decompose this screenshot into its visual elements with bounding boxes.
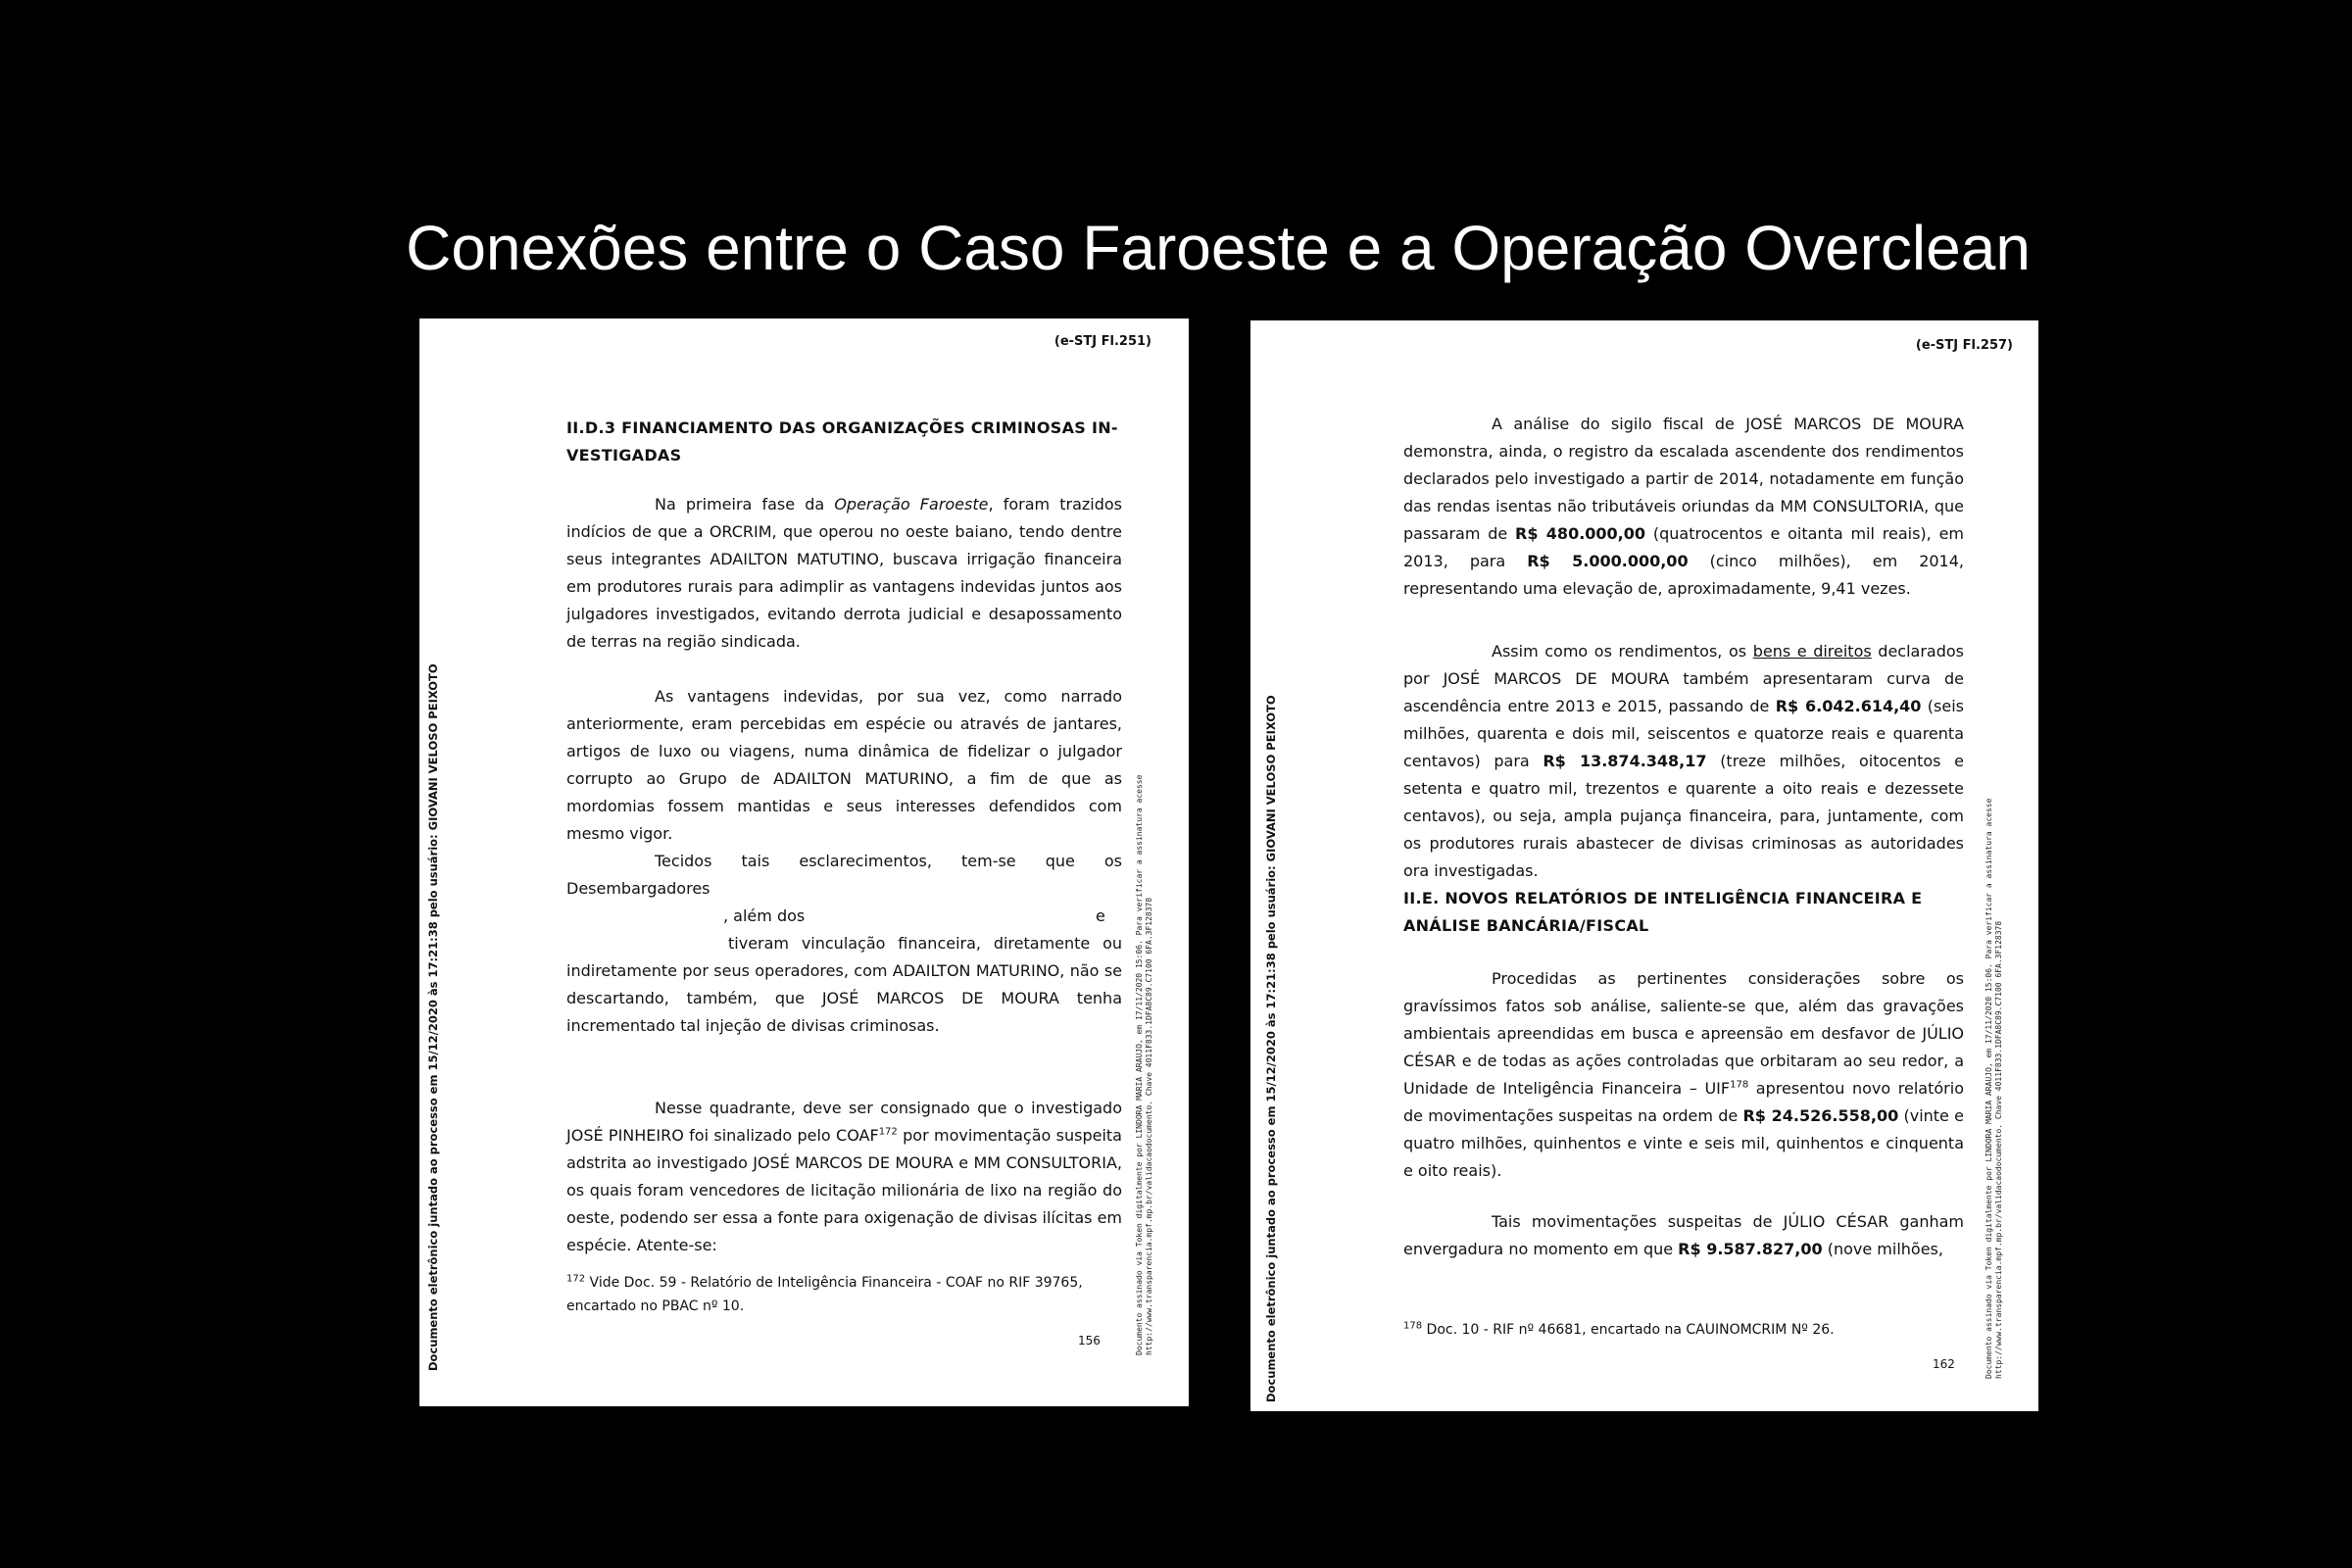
p4-pre: Nesse quadrante, deve ser consignado que o investigado JOSÉ PINHEIRO foi sinalizado pelo COAF <box>566 1099 1122 1145</box>
footnote-number: 172 <box>566 1273 586 1285</box>
signature-line-2: http://www.transparencia.mpf.mp.br/validacaodocumento. Chave 4011F833.1DFA8C89.C7100 6FA.3F128378 <box>1145 897 1153 1355</box>
p1-mid: (quatrocentos e oitanta mil reais), em 2013, para <box>1403 524 1965 570</box>
p2-amount-1: R$ 6.042.614,40 <box>1775 697 1922 715</box>
paragraph-4 <box>566 1095 1122 1259</box>
footnote <box>1403 1318 1964 1342</box>
p4-footnote-ref: 172 <box>878 1126 898 1138</box>
p3-line-d: tiveram vinculação financeira, diretamente ou indiretamente por seus operadores, com ADAILTON MATURINO, não se descartando, também, que JOSÉ MARCOS DE MOURA tenha incrementado tal injeção de divisas criminosas. <box>566 934 1122 1035</box>
p3-footnote-ref: 178 <box>1730 1079 1749 1091</box>
p3-amount: R$ 24.526.558,00 <box>1742 1106 1899 1125</box>
stj-page-label: (e-STJ Fl.257) <box>1915 338 2013 353</box>
document-page-left <box>419 318 1189 1406</box>
paragraph-2: As vantagens indevidas, por sua vez, como narrado anteriormente, eram percebidas em espécie ou através de jantares, artigos de luxo ou viagens, numa dinâmica de fidelizar o julgador corrupto ao Grupo de ADAILTON MATURINO, a fim de que as mordomias fossem mantidas e seus interesses defendidos com mesmo vigor. <box>566 687 1122 843</box>
p2-pre: Assim como os rendimentos, os <box>1492 642 1753 661</box>
paragraph-1 <box>566 491 1122 656</box>
p2-post: (treze milhões, oitocentos e setenta e quatro mil, trezentos e quarente a oito reais e dezessete centavos), ou seja, ampla pujança financeira, para, juntamente, com os produtores rurais abastecer de divisas criminosas as autoridades ora investigadas. <box>1403 752 1964 880</box>
p3-post: (vinte e quatro milhões, quinhentos e vinte e seis mil, quinhentos e cinquenta e oito reais). <box>1403 1106 1964 1180</box>
footnote-number: 178 <box>1403 1320 1423 1332</box>
p3-line-a: Tecidos tais esclarecimentos, tem-se que os Desembargadores <box>566 852 1122 898</box>
side-stamp-upload: Documento eletrônico juntado ao processo em 15/12/2020 às 17:21:38 pelo usuário: GIOVANI VELOSO PEIXOTO <box>1264 695 1278 1402</box>
footnote <box>566 1271 1122 1318</box>
side-stamp-signature <box>1984 799 2004 1379</box>
p1-amount-1: R$ 480.000,00 <box>1515 524 1646 543</box>
section-heading-line1: II.D.3 FINANCIAMENTO DAS ORGANIZAÇÕES CRIMINOSAS IN- <box>566 418 1118 437</box>
document-page-right <box>1250 320 2038 1411</box>
paragraph-1 <box>1403 411 1964 603</box>
stj-page-label: (e-STJ Fl.251) <box>1054 334 1152 349</box>
footnote-text: Vide Doc. 59 - Relatório de Inteligência Financeira - COAF no RIF 39765, encartado no PBAC nº 10. <box>566 1275 1083 1314</box>
side-stamp-signature <box>1135 775 1154 1355</box>
p4-post: por movimentação suspeita adstrita ao investigado JOSÉ MARCOS DE MOURA e MM CONSULTORIA, os quais foram vencedores de licitação milionária de lixo na região do oeste, podendo ser essa a fonte para oxigenação de divisas ilícitas em espécie. Atente-se: <box>566 1126 1123 1254</box>
p1-pre: A análise do sigilo fiscal de JOSÉ MARCOS DE MOURA demonstra, ainda, o registro da escalada ascendente dos rendimentos declarados pelo investigado a partir de 2014, notadamente em função das rendas isentas não tributáveis oriundas da MM CONSULTORIA, que passaram de <box>1403 415 1964 543</box>
section-heading <box>566 415 1122 469</box>
section-heading-line2: ANÁLISE BANCÁRIA/FISCAL <box>1403 916 1649 935</box>
p2-mid-2: (seis milhões, quarenta e dois mil, seiscentos e quatorze reais e quarenta centavos) para <box>1403 697 1964 770</box>
footnote-text: Doc. 10 - RIF nº 46681, encartado na CAUINOMCRIM Nº 26. <box>1422 1322 1835 1338</box>
p4-pre: Tais movimentações suspeitas de JÚLIO CÉSAR ganham envergadura no momento em que <box>1403 1212 1964 1258</box>
paragraph-2 <box>1403 638 1964 885</box>
p1-post: (cinco milhões), em 2014, representando uma elevação de, aproximadamente, 9,41 vezes. <box>1403 552 1965 598</box>
p1-amount-2: R$ 5.000.000,00 <box>1527 552 1689 570</box>
side-stamp-upload: Documento eletrônico juntado ao processo em 15/12/2020 às 17:21:38 pelo usuário: GIOVANI VELOSO PEIXOTO <box>426 663 440 1371</box>
p1-emphasis: Operação Faroeste <box>834 495 989 514</box>
p3-mid: apresentou novo relatório de movimentações suspeitas na ordem de <box>1403 1079 1964 1125</box>
section-heading-line1: II.E. NOVOS RELATÓRIOS DE INTELIGÊNCIA FINANCEIRA E <box>1403 889 1923 907</box>
page-number: 156 <box>1078 1334 1101 1348</box>
p4-amount: R$ 9.587.827,00 <box>1678 1240 1823 1258</box>
p2-mid-1: declarados por JOSÉ MARCOS DE MOURA também apresentaram curva de ascendência entre 2013 e 2015, passando de <box>1403 642 1965 715</box>
p2-amount-2: R$ 13.874.348,17 <box>1543 752 1707 770</box>
slide-title: Conexões entre o Caso Faroeste e a Operação Overclean <box>406 213 2031 283</box>
section-heading-line2: VESTIGADAS <box>566 446 682 465</box>
p3-line-b <box>566 903 1122 930</box>
paragraph-4 <box>1403 1208 1964 1263</box>
p3-fragment-b: , além dos <box>723 906 806 925</box>
p3-fragment-c: e <box>1096 906 1105 925</box>
p4-post: (nove milhões, <box>1822 1240 1943 1258</box>
signature-line-1: Documento assinado via Token digitalmente por LINDORA MARIA ARAUJO, em 17/11/2020 15:06. Para verificar a assinatura acesse <box>1984 798 1993 1379</box>
p2-underlined: bens e direitos <box>1752 642 1872 661</box>
p1-pre: Na primeira fase da <box>655 495 835 514</box>
p1-post: , foram trazidos indícios de que a ORCRIM, que operou no oeste baiano, tendo dentre seus integrantes ADAILTON MATUTINO, buscava irrigação financeira em produtores rurais para adimplir as vantagens indevidas juntos aos julgadores investigados, evitando derrota judicial e desapossamento de terras na região sindicada. <box>566 495 1122 651</box>
section-heading <box>1403 885 1964 940</box>
signature-line-1: Documento assinado via Token digitalmente por LINDORA MARIA ARAUJO, em 17/11/2020 15:06. Para verificar a assinatura acesse <box>1135 774 1144 1355</box>
paragraph-3 <box>1403 965 1964 1185</box>
signature-line-2: http://www.transparencia.mpf.mp.br/validacaodocumento. Chave 4011F833.1DFA8C89.C7100 6FA.3F128378 <box>1994 920 2003 1379</box>
paragraph-3 <box>566 848 1122 1040</box>
page-number: 162 <box>1933 1357 1955 1371</box>
p3-pre: Procedidas as pertinentes considerações sobre os gravíssimos fatos sob análise, saliente-se que, além das gravações ambientais apreendidas em busca e apreensão em desfavor de JÚLIO CÉSAR e de todas as ações controladas que orbitaram ao seu redor, a Unidade de Inteligência Financeira – UIF <box>1403 969 1964 1098</box>
